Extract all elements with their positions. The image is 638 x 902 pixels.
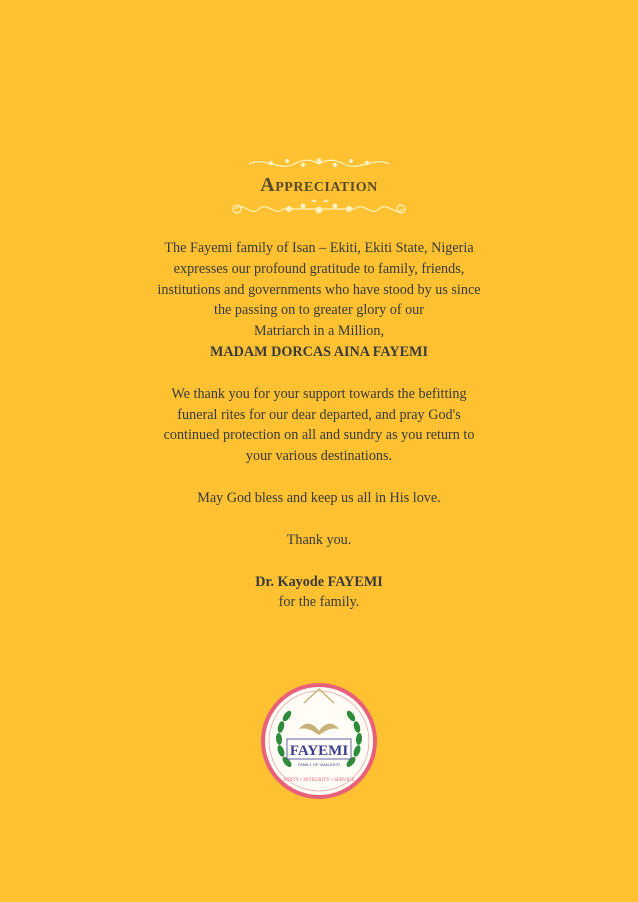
thanks-line-1: We thank you for your support towards the befitting xyxy=(171,385,467,402)
family-crest-logo xyxy=(259,681,379,801)
thanks-line-3: continued protection on all and sundry as you return to xyxy=(163,427,475,444)
deceased-name: MADAM DORCAS AINA FAYEMI xyxy=(210,343,428,360)
thank-you-line: Thank you. xyxy=(286,531,352,548)
intro-line-2: expresses our profound gratitude to family, friends, xyxy=(173,260,465,277)
page-title: Appreciation xyxy=(260,174,378,196)
message-body xyxy=(130,238,508,613)
intro-line-1: The Fayemi family of Isan – Ekiti, Ekiti State, Nigeria xyxy=(164,240,474,256)
intro-line-5: Matriarch in a Million, xyxy=(253,323,385,340)
thanks-line-4: your various destinations. xyxy=(245,448,393,465)
top-ornament xyxy=(0,156,638,172)
blessing-line: May God bless and keep us all in His love. xyxy=(197,489,441,506)
intro-line-4: the passing on to greater glory of our xyxy=(214,302,424,319)
intro-line-3: institutions and governments who have stood by us since xyxy=(157,281,481,298)
signatory-note: for the family. xyxy=(278,594,360,611)
thanks-line-2: funeral rites for our dear departed, and pray God's xyxy=(177,406,461,423)
bottom-ornament xyxy=(0,198,638,220)
logo-motto: UNITY • INTEGRITY • SERVICE xyxy=(283,778,355,783)
logo-sub-text: FAMILY OF ISAN-EKITI xyxy=(297,762,341,767)
logo-main-text: FAYEMI xyxy=(289,743,349,759)
signatory-name: Dr. Kayode FAYEMI xyxy=(255,573,383,590)
